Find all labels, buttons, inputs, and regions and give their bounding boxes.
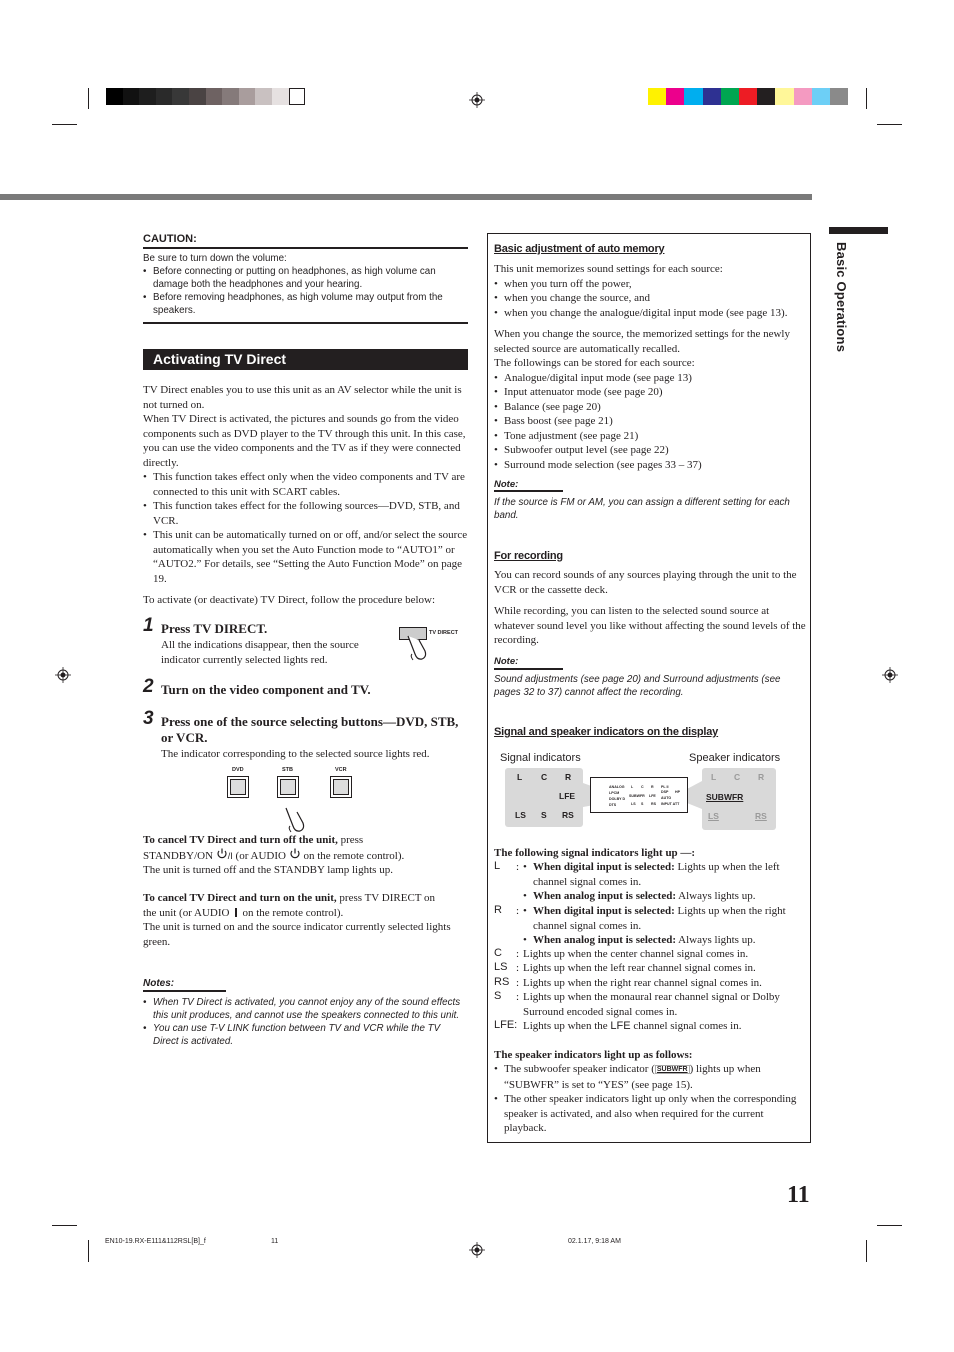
step-heading: Press TV DIRECT. [161,621,268,636]
subwfr-badge: SUBWFR [656,1066,688,1073]
separator-glyph: /I [227,850,233,861]
crop-mark [52,124,77,125]
section-title: Activating TV Direct [143,349,468,370]
notes-body [143,996,468,1048]
paragraph: You can record sounds of any sources playing through the unit to the VCR or the cassette deck. [494,569,797,596]
button-label-vcr: VCR [335,767,347,773]
recording-body [494,568,806,648]
indicator-lfe: LFE [559,791,576,801]
power-icon [216,848,228,859]
list-item: • This function takes effect for the following sources—DVD, STB, and VCR. [143,499,469,528]
cancel-rest: press TV DIRECT on [336,892,436,904]
color-swatch [156,88,173,105]
display-text: DSP [661,790,669,794]
tv-direct-label: TV DIRECT [429,630,459,636]
when-list [494,277,806,321]
display-text: PL II [661,785,669,789]
button-label-dvd: DVD [232,767,244,773]
list-item: • when you change the analogue/digital input mode (see page 13). [494,306,806,321]
intro-list [143,470,469,586]
condition: When analog input is selected: [533,890,677,902]
display-text: INPUT ATT [661,802,680,806]
divider [143,247,468,249]
recording-title: For recording [494,550,563,562]
registration-mark-icon [882,667,898,683]
signal-indicators-label: Signal indicators [500,752,581,764]
registration-mark-icon [469,1242,485,1258]
indicator-r: R [565,772,572,782]
color-swatch [794,88,812,105]
color-swatch [289,88,306,105]
notes-title: Notes: [143,978,175,989]
caution-list [143,265,468,317]
signal-lead: The following signal indicators light up —: [494,847,696,859]
divider [494,490,563,492]
step-number: 3 [143,708,154,729]
display-text: LS [631,802,636,806]
cancel-text: on the remote control). [303,849,405,862]
caution-intro: Be sure to turn down the volume: [143,253,287,264]
color-swatch [775,88,793,105]
notes-list [143,996,468,1048]
description: Always lights up. [676,890,756,902]
caution-title: CAUTION: [143,233,197,245]
crop-mark [877,1225,902,1226]
divider [143,322,468,324]
paragraph: The followings can be stored for each source: [494,357,695,369]
display-text: S [641,802,644,806]
cancel-text: STANDBY/ON [143,849,216,862]
crop-mark [866,1240,867,1262]
registration-mark-icon [55,667,71,683]
divider [143,990,226,992]
description: Lights up when the left rear channel signal comes in. [523,962,756,974]
color-swatch [721,88,739,105]
color-swatch [206,88,223,105]
note-text: If the source is FM or AM, you can assign a different setting for each band. [494,497,790,521]
color-swatch [648,88,666,105]
crop-mark [877,124,902,125]
side-section-label: Basic Operations [834,242,849,353]
indicator-row-c [494,947,806,962]
note-item: • When TV Direct is activated, you cannot enjoy any of the sound effects this unit produces, and cannot use the speakers connected to this unit. [143,996,468,1022]
note-title: Note: [494,656,519,667]
colon: : [516,905,520,917]
standby-bar-icon [235,908,237,917]
paragraph: This unit memorizes sound settings for each source: [494,263,723,275]
step-number: 2 [143,676,154,697]
speaker-subwfr: SUBWFR [706,792,744,802]
colon: : [516,861,520,873]
footer-date: 02.1.17, 9:18 AM [568,1238,621,1245]
display-text: HP [675,790,680,794]
indicator-c: C [541,772,548,782]
crop-mark [866,88,867,109]
step-heading: Press one of the source selecting buttons—DVD, STB, or VCR. [161,714,459,745]
step-number: 1 [143,615,154,636]
description: The subwoofer speaker indicator ( [504,1063,655,1075]
speaker-l: L [711,772,717,782]
speaker-rs: RS [755,811,767,821]
indicator-key: RS [494,976,510,988]
color-swatch [757,88,775,105]
list-item: • This function takes effect only when the video components and TV are connected to this unit with SCART cables. [143,470,469,499]
speaker-r: R [758,772,765,782]
finger-press-icon [405,634,431,664]
finger-press-icon [283,806,309,836]
description: Lights up when the right channel signal comes in. [533,905,786,932]
caution-item: • Before connecting or putting on headphones, as high volume can damage both the headphones and your hearing. [143,265,468,291]
note-text: Sound adjustments (see page 20) and Surround adjustments (see pages 32 to 37) cannot affect the recording. [494,674,781,698]
indicator-row-ls [494,961,806,976]
vcr-button-icon [330,776,352,798]
display-panel [590,777,688,813]
crop-mark [88,1240,89,1262]
display-text: AUTO [661,796,672,800]
indicator-list [523,904,806,948]
speaker-lead: The speaker indicators light up as follows: [494,1049,693,1061]
stored-list [494,371,806,473]
indicator-key: C [494,947,502,959]
list-item: • Balance (see page 20) [494,400,806,415]
header-band [0,194,812,200]
list-item: • This unit can be automatically turned on or off, and/or select the source automatically when you set the Auto Function mode to “AUTO1” or “AUTO2.” For details, see “Setting the Auto Function Mode” on page 19. [143,528,469,586]
colon: : [516,962,520,974]
cancel-on-text [143,891,469,949]
colon: : [516,948,520,960]
auto-memory-body [494,262,806,472]
indicator-row-l [494,860,806,904]
display-text: L [631,785,634,789]
list-item: • The other speaker indicators light up only when the corresponding speaker is activated, and also when required for the current playback. [494,1092,806,1136]
description: Lights up when the right rear channel signal comes in. [523,977,762,989]
stb-button-icon [277,776,299,798]
display-text: SUBWFR [629,794,645,798]
cancel-text: the unit (or AUDIO [143,906,233,919]
list-item: • Analogue/digital input mode (see page 13) [494,371,806,386]
note-item: • You can use T-V LINK function between TV and VCR while the TV Direct is activated. [143,1022,468,1048]
cancel-text: The unit is turned off and the STANDBY lamp lights up. [143,864,393,876]
display-text: RS [651,802,656,806]
indicator-list [523,860,806,904]
signal-indicator-panel [505,768,583,827]
description: Lights up when the center channel signal comes in. [523,948,749,960]
display-text: C [641,785,644,789]
paragraph: TV Direct enables you to use this unit as an AV selector while the unit is not turned on. [143,384,462,411]
cancel-off-text [143,833,469,878]
color-swatch [172,88,189,105]
indicator-ls: LS [515,810,526,820]
speaker-c: C [734,772,741,782]
indicators-title: Signal and speaker indicators on the display [494,726,719,738]
registration-mark-icon [469,92,485,108]
condition: When digital input is selected: [533,905,675,917]
step-body: The indicator corresponding to the selected source lights red. [161,748,430,760]
indicator-row-rs [494,976,806,991]
display-text: LPCM [609,791,620,795]
description: Lights up when the monaural rear channel signal or Dolby Surround encoded signal comes in. [523,991,780,1018]
lfe-term: LFE [610,1020,631,1032]
paragraph: When you change the source, the memorized settings for the newly selected source are automatically recalled. [494,328,790,355]
colon: : [516,977,520,989]
list-item: • Subwoofer output level (see page 22) [494,443,806,458]
description: Lights up when the [523,1020,611,1032]
color-swatch [222,88,239,105]
divider [494,668,563,670]
speaker-indicator-panel [702,768,776,830]
procedure-intro: To activate (or deactivate) TV Direct, follow the procedure below: [143,594,436,606]
paragraph: While recording, you can listen to the selected sound source at whatever sound level you like without affecting the sound levels of the recording. [494,605,806,646]
intro-text [143,383,469,608]
indicator-key: S [494,990,502,1002]
speaker-indicators-label: Speaker indicators [689,752,781,764]
color-swatch [666,88,684,105]
color-swatch [189,88,206,105]
display-text: DTS [609,803,617,807]
cancel-text: (or AUDIO [235,849,289,862]
cancel-text: on the remote control). [239,906,344,919]
speaker-list [494,1062,806,1136]
step-body: All the indications disappear, then the source indicator currently selected lights red. [161,639,359,666]
power-icon [289,848,301,859]
note-title: Note: [494,479,519,490]
list-item: • when you change the source, and [494,291,806,306]
caution-item: • Before removing headphones, as high volume may output from the speakers. [143,291,468,317]
description: channel signal comes in. [630,1020,742,1032]
description: ) lights up when “SUBWFR” is set to “YES” (see page 15). [504,1063,761,1091]
list-item: • Surround mode selection (see pages 33 – 37) [494,458,806,473]
indicator-key: R [494,904,502,916]
list-item: • Input attenuator mode (see page 20) [494,385,806,400]
color-swatch [139,88,156,105]
description: Lights up when the left channel signal comes in. [533,861,780,888]
color-swatch [123,88,140,105]
indicator-rs: RS [562,810,574,820]
color-swatch [684,88,702,105]
dvd-button-icon [227,776,249,798]
step-heading: Turn on the video component and TV. [161,682,371,697]
condition: When analog input is selected: [533,934,677,946]
color-swatch [830,88,848,105]
indicator-row-r [494,904,806,948]
color-swatch [255,88,272,105]
speaker-list-block [494,1062,806,1136]
cancel-lead: To cancel TV Direct and turn off the unit, [143,834,338,846]
footer-file: EN10-19.RX-E111&112RSL[B]_f [105,1238,206,1245]
indicator-key: LS [494,961,508,973]
indicator-row-lfe [494,1019,806,1034]
indicator-row-s [494,990,806,1019]
indicator-key: LFE: [494,1019,518,1031]
color-swatch [812,88,830,105]
color-swatch [703,88,721,105]
color-swatch [272,88,289,105]
display-text: LFE [649,794,656,798]
indicator-key: L [494,860,501,872]
colon: : [516,991,520,1003]
list-item: • Tone adjustment (see page 21) [494,429,806,444]
paragraph: When TV Direct is activated, the pictures and sounds go from the video components such as DVD player to the TV through this unit. In this case, you can use the video components and the TV as if they were connected directly. [143,413,466,469]
button-label-stb: STB [282,767,293,773]
crop-mark [52,1225,77,1226]
speaker-ls: LS [708,811,719,821]
indicator-l: L [517,772,523,782]
color-swatch [739,88,757,105]
caution-body [143,252,468,317]
display-text: ANALOG [609,785,625,789]
display-text: DOLBY D [609,797,626,801]
footer-page: 11 [271,1238,279,1245]
cancel-text: The unit is turned on and the source indicator currently selected lights green. [143,921,451,948]
condition: When digital input is selected: [533,861,675,873]
color-swatch [239,88,256,105]
page-number: 11 [787,1182,810,1208]
display-text: R [651,785,654,789]
indicator-s: S [541,810,547,820]
color-swatch [106,88,123,105]
auto-memory-title: Basic adjustment of auto memory [494,243,665,255]
cancel-lead: To cancel TV Direct and turn on the unit, [143,892,337,904]
list-item: • Bass boost (see page 21) [494,414,806,429]
crop-mark [88,88,89,109]
cancel-rest: press [337,834,364,846]
side-tab [829,227,888,234]
description: Always lights up. [676,934,756,946]
list-item: • when you turn off the power, [494,277,806,292]
